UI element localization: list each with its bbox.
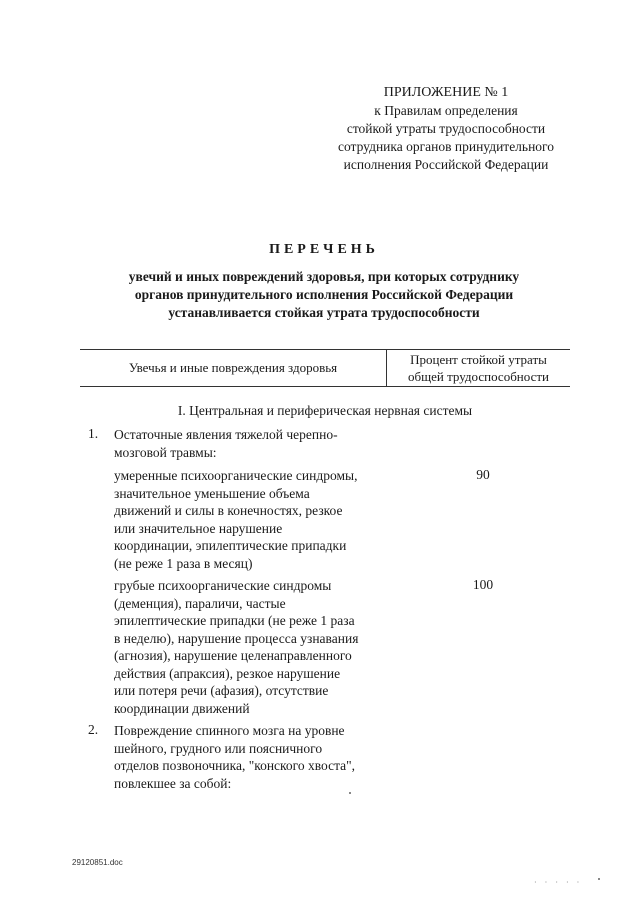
appendix-line: исполнения Российской Федерации <box>343 157 549 172</box>
appendix-title: ПРИЛОЖЕНИЕ № 1 <box>383 85 509 100</box>
subitem-line: координации, эпилептические припадки <box>114 538 347 553</box>
table-header-injuries-label: Увечья и иные повреждения здоровья <box>128 360 338 375</box>
table-header <box>80 349 570 387</box>
appendix-block <box>300 84 592 174</box>
subitem-line: движений и силы в конечностях, резкое <box>114 503 343 518</box>
subitem-line: или потеря речи (афазия), отсутствие <box>114 683 329 698</box>
subitem-line: (деменция), параличи, частые <box>114 595 286 611</box>
subitem-line: (агнозия), нарушение целенаправленного <box>114 648 352 663</box>
percent-value: 90 <box>476 467 490 482</box>
appendix-line: к Правилам определения <box>374 103 518 118</box>
document-heading <box>60 242 588 322</box>
subitem-line: в неделю), нарушение процесса узнавания <box>114 630 359 646</box>
heading-subtitle-line: органов принудительного исполнения Российской Федерации <box>134 287 514 302</box>
item-line: Повреждение спинного мозга на уровне <box>114 723 345 738</box>
heading-title: ПЕРЕЧЕНЬ <box>269 242 379 257</box>
footer-filename: 29120851.doc <box>72 858 123 867</box>
item-number: 2. <box>88 722 99 737</box>
item-text <box>114 722 404 792</box>
scan-speck <box>598 878 600 880</box>
item-line: шейного, грудного или поясничного <box>114 740 323 756</box>
item-line: отделов позвоночника, "конского хвоста", <box>114 758 356 773</box>
table-header-percent-line: общей трудоспособности <box>407 369 549 384</box>
item-line: повлекшее за собой: <box>114 775 232 791</box>
scan-speck <box>349 792 351 794</box>
subitem-line: грубые психоорганические синдромы <box>114 578 332 593</box>
item-number: 1. <box>88 426 99 441</box>
percent-value: 100 <box>472 577 494 592</box>
subitem-line: координации движений <box>114 700 250 716</box>
subitem-line: эпилептические припадки (не реже 1 раза <box>114 613 355 628</box>
scan-dots: · · · · · <box>534 878 583 887</box>
item-line: Остаточные явления тяжелой черепно- <box>114 427 338 442</box>
section-title: I. Центральная и периферическая нервная системы <box>177 403 473 418</box>
subitem-text <box>114 467 404 572</box>
item-text <box>114 426 404 461</box>
heading-subtitle-line: устанавливается стойкая утрата трудоспособности <box>168 305 480 320</box>
subitem-line: значительное уменьшение объема <box>114 485 310 501</box>
table-header-injuries <box>80 350 387 386</box>
table-header-percent <box>387 350 570 387</box>
heading-subtitle-line: увечий и иных повреждений здоровья, при которых сотруднику <box>128 269 520 284</box>
subitem-line: умеренные психоорганические синдромы, <box>114 468 358 483</box>
table-header-percent-line: Процент стойкой утраты <box>410 352 547 367</box>
appendix-line: стойкой утраты трудоспособности <box>346 121 546 136</box>
subitem-line: или значительное нарушение <box>114 520 283 536</box>
item-line: мозговой травмы: <box>114 444 217 460</box>
subitem-text <box>114 577 404 717</box>
subitem-line: (не реже 1 раза в месяц) <box>114 555 253 571</box>
appendix-line: сотрудника органов принудительного <box>337 139 555 154</box>
subitem-line: действия (апраксия), резкое нарушение <box>114 665 341 681</box>
